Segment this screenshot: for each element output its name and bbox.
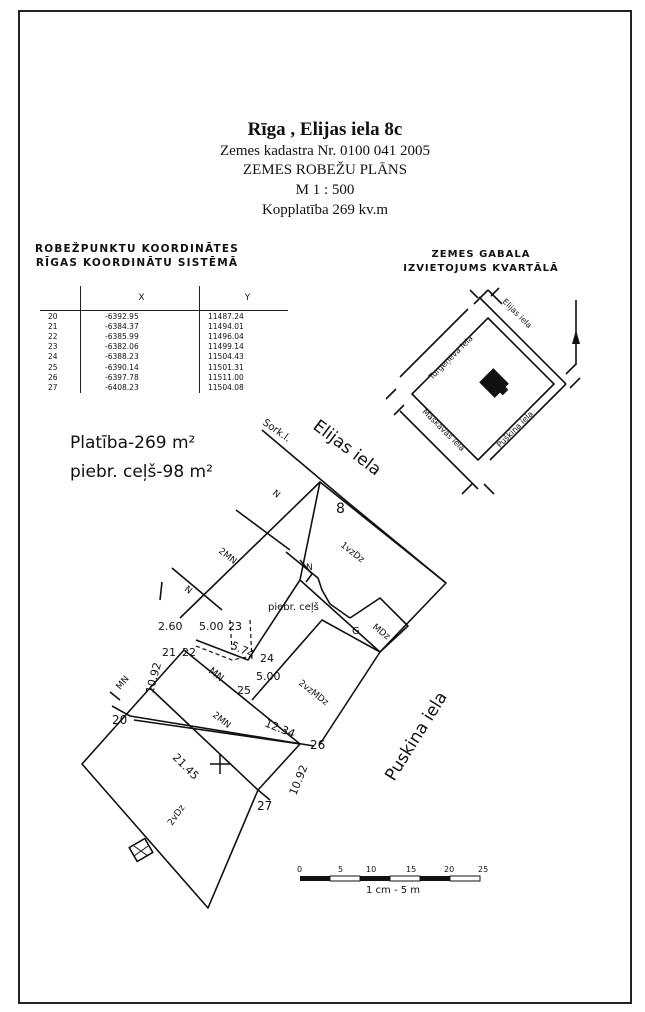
neighbour-lines <box>160 482 320 618</box>
inset-street-lines <box>400 297 566 489</box>
coords-cell-y: 11501.31 <box>208 362 244 372</box>
plan-scale: M 1 : 500 <box>295 182 355 198</box>
label-building-mdz: MDz <box>370 622 392 643</box>
label-parcel-2mn-mid: 2MN <box>210 710 233 731</box>
building-2vdz <box>82 688 258 908</box>
coords-cell-point: 22 <box>48 331 58 341</box>
inset-street-outer-top <box>474 290 502 304</box>
scale-tick-15: 15 <box>406 865 417 874</box>
label-puskina-street: Puskina iela <box>381 688 452 785</box>
coords-cell-point: 26 <box>48 372 58 382</box>
point-25: 25 <box>237 684 251 697</box>
road-area-label: piebr. ceļš-98 m² <box>70 462 213 482</box>
plan-title: Rīga , Elijas iela 8c <box>247 119 403 140</box>
scale-tick-20: 20 <box>444 865 455 874</box>
coords-cell-x: -6408.23 <box>81 382 200 392</box>
coords-cell-point: 27 <box>48 382 58 392</box>
label-parcel-mn-small: MN <box>206 665 226 685</box>
coords-cell-point: 23 <box>48 342 58 352</box>
plot-area-label: Platība-269 m² <box>70 433 196 453</box>
coords-title-2: RĪGAS KOORDINĀTU SISTĒMĀ <box>35 257 239 269</box>
point-23: 23 <box>228 620 242 633</box>
marker-n1: N <box>270 488 282 501</box>
label-road: piebr. ceļš <box>268 602 319 613</box>
coords-cell-point: 24 <box>48 352 58 362</box>
coords-cell-point: 21 <box>48 321 58 331</box>
coords-cell-x: -6382.06 <box>81 342 200 352</box>
inset-street-puskina: Puškina iela <box>495 409 536 450</box>
point-21: 21 <box>162 646 176 659</box>
inset-title-2: IZVIETOJUMS KVARTĀLĀ <box>403 263 559 274</box>
point-20: 20 <box>112 713 128 727</box>
label-parcel-2mn-top: 2MN <box>216 546 239 567</box>
point-26: 26 <box>310 738 326 752</box>
marker-n2: N <box>182 584 194 597</box>
coords-cell-x: -6388.23 <box>81 352 200 362</box>
coords-cell-x: -6392.95 <box>81 311 200 322</box>
label-building-2vzmdz: 2vzMDz <box>296 678 331 709</box>
dim-12-34: 12.34 <box>262 716 297 741</box>
inset-block-outline <box>412 318 554 460</box>
marker-g: G <box>352 626 360 637</box>
scale-tick-5: 5 <box>338 865 344 874</box>
coords-cell-y: 11487.24 <box>208 311 244 321</box>
coords-cell-y: 11504.08 <box>208 382 244 392</box>
inset-street-turgeneva: Turgeņeva iela <box>427 333 475 382</box>
inset-title-1: ZEMES GABALA <box>431 249 531 260</box>
north-arrowhead <box>572 330 580 344</box>
scale-tick-0: 0 <box>297 865 303 874</box>
dim-21-45: 21.45 <box>169 750 202 783</box>
coords-title-1: ROBEŽPUNKTU KOORDINĀTES <box>34 243 240 255</box>
coords-cell-y: 11499.14 <box>208 342 244 352</box>
coords-cell-y: 11511.00 <box>208 372 244 382</box>
scale-caption: 1 cm - 5 m <box>366 885 421 896</box>
coords-header-y: Y <box>200 286 289 311</box>
cadastre-number: Zemes kadastra Nr. 0100 041 2005 <box>220 143 430 159</box>
dim-5-00-b: 5.00 <box>256 670 281 683</box>
scale-tick-25: 25 <box>478 865 489 874</box>
plan-name: ZEMES ROBEŽU PLĀNS <box>242 162 408 178</box>
dim-10-92-b: 10.92 <box>286 763 311 798</box>
label-elijas-street: Elijas iela <box>308 416 385 481</box>
coords-cell-x: -6390.14 <box>81 362 200 372</box>
marker-n3: N <box>306 563 313 573</box>
coords-cell-x: -6385.99 <box>81 331 200 341</box>
centroid-cross <box>210 754 230 774</box>
scale-bar <box>300 876 480 881</box>
coords-cell-point: 25 <box>48 362 58 372</box>
inset-street-maskavas: Maskavas iela <box>420 407 467 454</box>
point-27: 27 <box>257 799 273 813</box>
point-24: 24 <box>260 652 274 665</box>
coords-cell-y: 11494.01 <box>208 321 244 331</box>
dim-5-00-a: 5.00 <box>199 620 224 633</box>
point-22: 22 <box>182 646 196 659</box>
label-house-number: 8 <box>336 501 345 517</box>
label-parcel-mn-edge: MN <box>114 674 132 692</box>
total-area: Kopplatība 269 kv.m <box>261 202 389 218</box>
scale-tick-10: 10 <box>366 865 377 874</box>
coords-cell-x: -6397.78 <box>81 372 200 382</box>
dim-10-92-a: 10.92 <box>143 660 165 695</box>
coords-cell-y: 11504.43 <box>208 352 244 362</box>
dim-2-60: 2.60 <box>158 620 183 633</box>
label-building-2vdz: 2vDz <box>166 803 188 828</box>
coords-header-x: X <box>81 286 200 311</box>
coords-cell-x: -6384.37 <box>81 321 200 331</box>
label-sork: Sork.l. <box>260 417 293 445</box>
inset-street-elijas: Elijas iela <box>500 297 534 331</box>
dim-5-74: 5.74 <box>228 638 257 662</box>
coords-cell-y: 11496.04 <box>208 331 244 341</box>
coords-cell-point: 20 <box>48 311 58 321</box>
label-building-1vzdz: 1vzDz <box>338 540 366 566</box>
